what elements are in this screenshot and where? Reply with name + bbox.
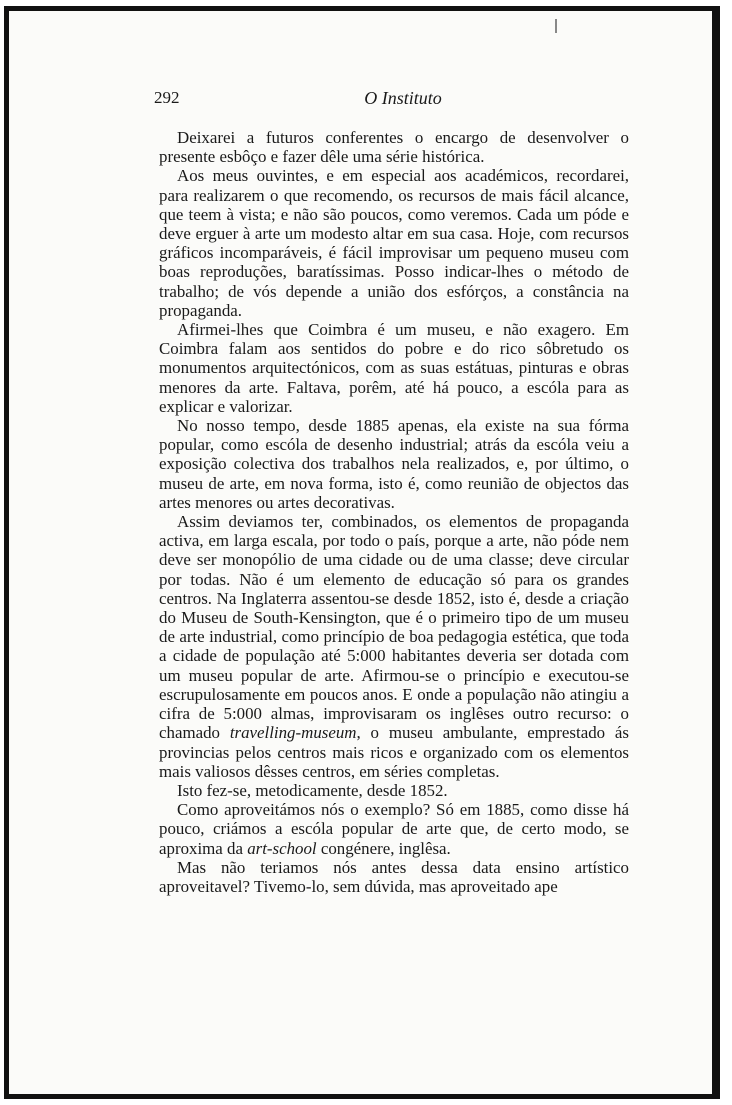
- paragraph: Aos meus ouvintes, e em especial aos académicos, recordarei, para realizarem o que recomendo, os recursos de mais fácil alcance, que teem à vista; e não são poucos, como veremos. Cada um póde e deve erguer à arte um modesto altar em sua casa. Hoje, com recursos gráficos incomparáveis, é fácil improvisar um pequeno museu com boas reproduções, baratíssimas. Posso indicar-lhes o método de trabalho; de vós depende a união dos esfórços, a constância na propaganda.: [159, 166, 629, 320]
- running-title: O Instituto: [364, 88, 442, 108]
- page-number: 292: [154, 88, 180, 107]
- italic-term: art-school: [247, 838, 317, 858]
- body-text: [159, 128, 629, 896]
- paragraph: Assim deviamos ter, combinados, os elementos de propaganda activa, em larga escala, por todo o país, porque a arte, não póde nem deve ser monopólio de uma cidade ou de uma classe; deve circular por todas. Não é um elemento de educação só para os grandes centros. Na Inglaterra assentou-se desde 1852, isto é, desde a criação do Museu de South-Kensington, que é o primeiro tipo de um museu de arte industrial, como princípio de boa pedagogia estética, que toda a cidade de população até 5:000 habitantes deveria ser dotada com um museu popular de arte. Afirmou-se o princípio e executou-se escrupulosamente em poucos anos. E onde a população não atingiu a cifra de 5:000 almas, improvisaram os inglêses outro recurso: o chamado travelling-museum, o museu ambulante, emprestado ás provincias pelos centros mais ricos e organizado com os elementos mais valiosos dêsses centros, em séries completas.: [159, 512, 630, 781]
- paragraph: Mas não teriamos nós antes dessa data ensino artístico aproveitavel? Tivemo-lo, sem dúvida, mas aproveitado ape: [159, 857, 629, 896]
- book-page: [154, 88, 630, 896]
- page-header: [154, 88, 629, 112]
- paragraph: No nosso tempo, desde 1885 apenas, ela existe na sua fórma popular, como escóla de desenho industrial; atrás da escóla veiu a exposição colectiva dos trabalhos nela realizados, e, por último, o museu de arte, em nova forma, isto é, como reunião de objectos das artes menores ou artes decorativas.: [159, 416, 629, 512]
- italic-term: travelling-museum: [229, 723, 357, 743]
- paragraph: Afirmei-lhes que Coimbra é um museu, e não exagero. Em Coimbra falam aos sentidos do pobre e do rico sôbretudo os monumentos arquitectónicos, com as suas estátuas, pinturas e obras menores da arte. Faltava, porêm, até há pouco, a escóla para as explicar e valorizar.: [159, 320, 629, 416]
- paragraph: Isto fez-se, metodicamente, desde 1852.: [177, 780, 448, 800]
- paragraph: Deixarei a futuros conferentes o encargo de desenvolver o presente esbôço e fazer dêle uma série histórica.: [159, 128, 629, 167]
- frame-mark: [555, 19, 557, 33]
- paragraph: Como aproveitámos nós o exemplo? Só em 1885, como disse há pouco, criámos a escóla popular de arte que, de certo modo, se aproxima da art-school congénere, inglêsa.: [159, 800, 629, 858]
